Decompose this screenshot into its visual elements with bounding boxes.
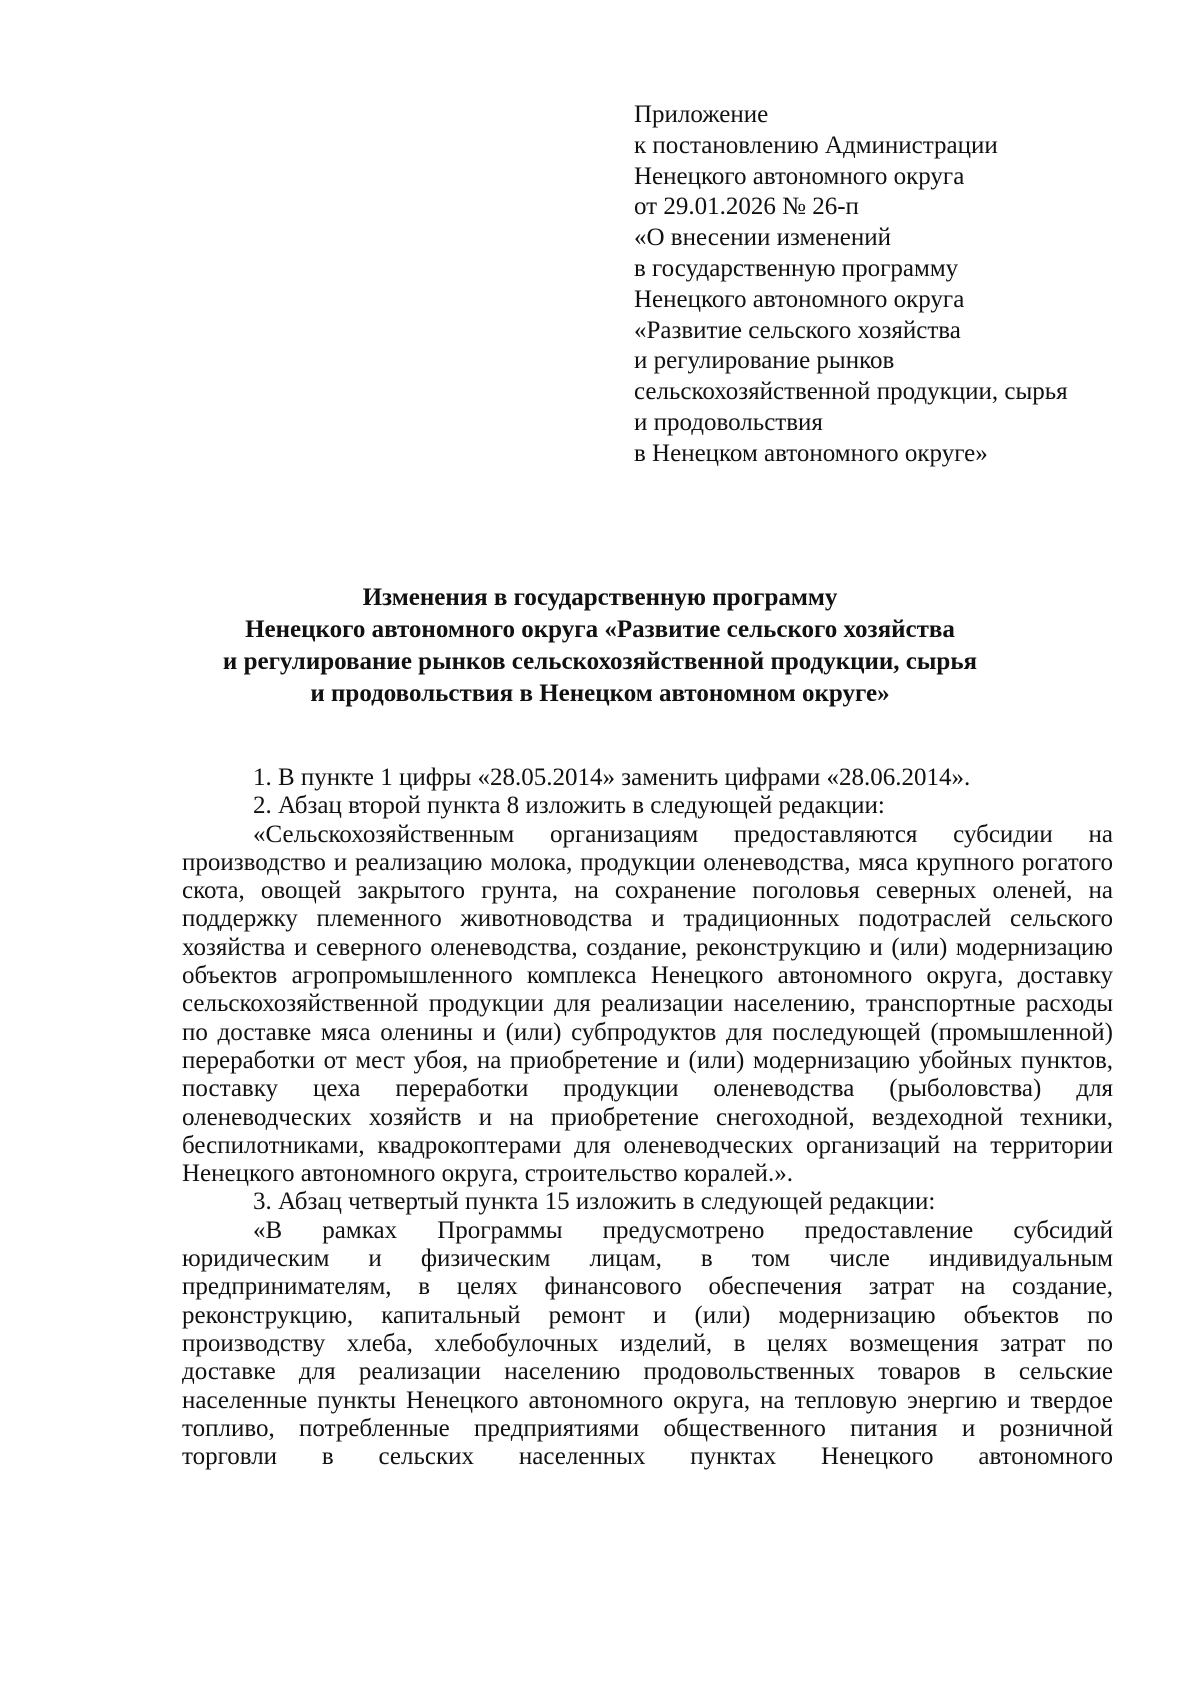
item-2-paragraph: 2. Абзац второй пункта 8 изложить в следующей редакции:	[253, 792, 885, 820]
item-3-paragraph: 3. Абзац четвертый пункта 15 изложить в следующей редакции:	[253, 1188, 936, 1216]
appendix-line: в Ненецком автономного округе»	[634, 439, 988, 467]
title-line: и регулирование рынков сельскохозяйственной продукции, сырья	[222, 648, 978, 675]
title-line: и продовольствия в Ненецком автономном округе»	[310, 680, 890, 707]
document-title	[180, 582, 1020, 710]
appendix-line: Приложение	[634, 101, 769, 128]
title-line: Ненецкого автономного округа «Развитие сельского хозяйства	[245, 616, 955, 643]
appendix-line: к постановлению Администрации	[634, 131, 998, 159]
appendix-line: и регулирование рынков	[634, 347, 895, 375]
appendix-header	[634, 100, 1154, 470]
item-2-quote-paragraph: «Сельскохозяйственным организациям предоставляются субсидии на производство и реализацию молока, продукции оленеводства, мяса крупного рогатого скота, овощей закрытого грунта, на сохранение поголовья северных оленей, на поддержку племенного животноводства и традиционных подотраслей сельского хозяйства и северного оленеводства, создание, реконструкцию и (или) модернизацию объектов агропромышленного комплекса Ненецкого автономного округа, доставку сельскохозяйственной продукции для реализации населению, транспортные расходы по доставке мяса оленины и (или) субпродуктов для последующей (промышленной) переработки от мест убоя, на приобретение и (или) модернизацию убойных пунктов, поставку цеха переработки продукции оленеводства (рыболовства) для оленеводческих хозяйств и на приобретение снегоходной, вездеходной техники, беспилотниками, квадрокоптерами для оленеводческих организаций на территории Ненецкого автономного округа, строительство коралей.».	[182, 820, 1113, 1188]
appendix-line: Ненецкого автономного округа	[634, 162, 965, 190]
appendix-line: от 29.01.2026 № 26-п	[634, 193, 859, 221]
appendix-line: «О внесении изменений	[634, 224, 892, 252]
title-line: Изменения в государственную программу	[362, 584, 838, 611]
appendix-line: и продовольствия	[634, 408, 823, 436]
item-3-quote-paragraph: «В рамках Программы предусмотрено предоставление субсидий юридическим и физическим лицам, в том числе индивидуальным предпринимателям, в целях финансового обеспечения затрат на создание, реконструкцию, капитальный ремонт и (или) модернизацию объектов по производству хлеба, хлебобулочных изделий, в целях возмещения затрат по доставке для реализации населению продовольственных товаров в сельские населенные пункты Ненецкого автономного округа, на тепловую энергию и твердое топливо, потребленные предприятиями общественного питания и розничной торговли в сельских населенных пунктах Ненецкого автономного	[182, 1216, 1113, 1471]
appendix-line: в государственную программу	[634, 254, 959, 282]
appendix-line: «Развитие сельского хозяйства	[634, 316, 961, 344]
document-body	[182, 764, 1113, 1471]
appendix-line: Ненецкого автономного округа	[634, 285, 965, 313]
item-1-paragraph: 1. В пункте 1 цифры «28.05.2014» заменить цифрами «28.06.2014».	[253, 764, 971, 791]
appendix-line: сельскохозяйственной продукции, сырья	[634, 378, 1068, 406]
